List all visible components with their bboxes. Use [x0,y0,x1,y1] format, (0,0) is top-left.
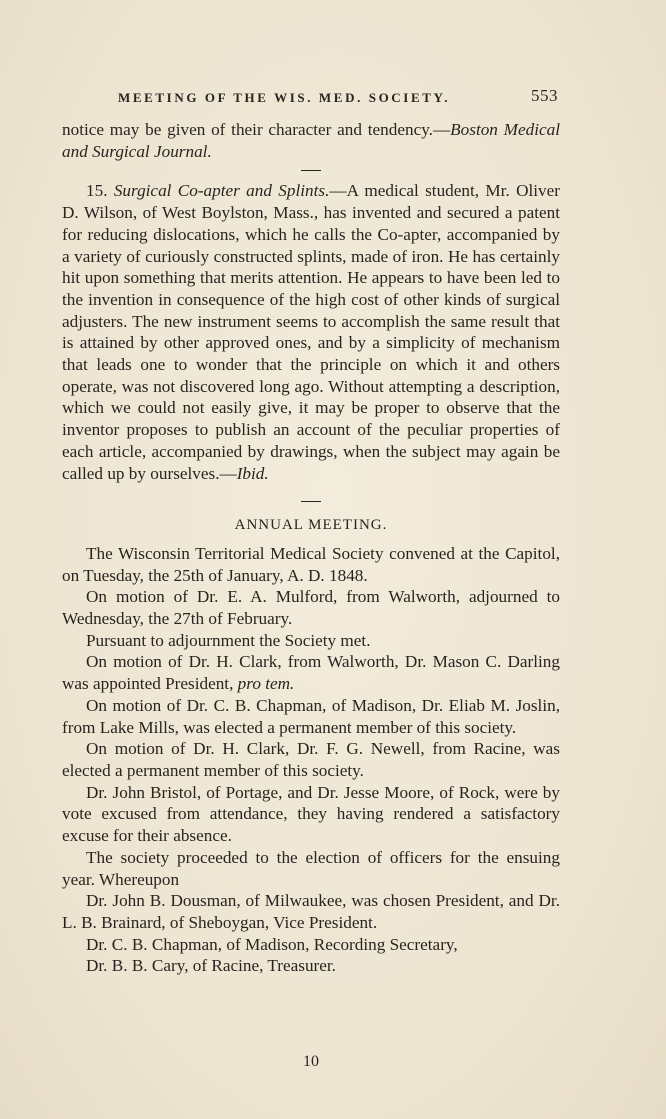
page-body [62,119,560,977]
paragraph: The society proceeded to the election of officers for the ensuing year. Whereupon [62,847,560,889]
protem-paragraph: On motion of Dr. H. Clark, from Walworth, Dr. Mason C. Darling was appointed President, pro tem. [62,652,560,694]
continued-paragraph: notice may be given of their character and tendency.—Boston Medical and Surgical Journal. [62,120,560,161]
paragraph: Pursuant to adjournment the Society met. [86,630,371,650]
item-15-title: Surgical Co-apter and Splints. [113,181,330,201]
source-citation: Boston Medical and Surgical Journal. [62,120,560,161]
item-15-paragraph: 15. Surgical Co-apter and Splints.—A medical student, Mr. Oliver D. Wilson, of West Boylston, Mass., has invented and secured a patent for reducing dislocations, which he calls the Co-apter, accompanied by a variety of curiously constructed splints, made of iron. He has certainly hit upon something that merits attention. He appears to have been led to the invention in consequence of the high cost of other kinds of surgical adjusters. The new instrument seems to accomplish the same result that is attained by other approved ones, and by a simplicity of mechanism that leads one to wonder that the principle on which it and others operate, was not discovered long ago. Without attempting a description, which we could not easily give, it may be proper to observe that the inventor proposes to publish an account of the peculiar properties of each article, accompanied by drawings, when the subject may again be called up by ourselves.—Ibid. [62,181,561,483]
paragraph: Dr. B. B. Cary, of Racine, Treasurer. [86,956,336,976]
paragraph: Dr. C. B. Chapman, of Madison, Recording Secretary, [86,934,458,954]
section-heading: ANNUAL MEETING. [234,517,388,534]
signature-mark: 10 [303,1053,319,1070]
paragraph: The Wisconsin Territorial Medical Society convened at the Capitol, on Tuesday, the 25th of January, A. D. 1848. [62,543,560,585]
paragraph: Dr. John B. Dousman, of Milwaukee, was chosen President, and Dr. L. B. Brainard, of Sheboygan, Vice President. [62,891,560,932]
paragraph: On motion of Dr. E. A. Mulford, from Walworth, adjourned to Wednesday, the 27th of February. [62,587,560,629]
paragraph: On motion of Dr. C. B. Chapman, of Madison, Dr. Eliab M. Joslin, from Lake Mills, was elected a permanent member of this society. [62,695,560,737]
separator-rule [301,170,321,171]
page-number: 553 [531,86,558,105]
ibid-citation: Ibid. [236,463,269,483]
separator-rule [301,501,321,502]
paragraph: Dr. John Bristol, of Portage, and Dr. Jesse Moore, of Rock, were by vote excused from attendance, they having rendered a satisfactory excuse for their absence. [62,782,560,846]
running-title: MEETING OF THE WIS. MED. SOCIETY. [118,90,451,105]
running-header [62,86,558,114]
paragraph: On motion of Dr. H. Clark, Dr. F. G. Newell, from Racine, was elected a permanent member of this society. [62,739,560,780]
